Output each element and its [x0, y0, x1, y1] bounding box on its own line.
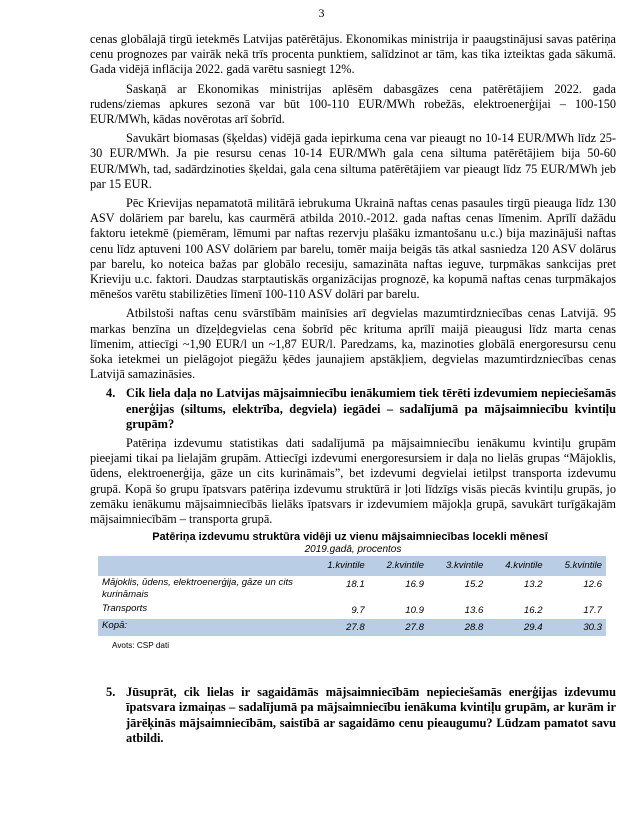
answer-4: Patēriņa izdevumu statistikas dati sadalījumā pa mājsaimniecību ienākumu kvintiļu grupām pieejami tikai pa lielajām grupām. Attiecīgi izdevumi energoresursiem ir daļa no lielās grupas “Mājoklis, ūdens, elektroenerģija, gāze un cits kurināmais”, bet izdevumi degvielai ietilpst transporta izdevumu grupā. Kopā šo grupu īpatsvars patēriņa izdevumu struktūrā ir ļoti līdzīgs visās piecās kvintiļu grupās, jo zemāku ienākumu mājsaimniecībās lielāks īpatsvars ir izdevumiem mājokļa grupā, savukārt turīgākajām mājsaimniecībām – transporta grupā.	[90, 436, 616, 527]
table-header-row	[98, 556, 606, 575]
table-cell: 29.4	[487, 619, 546, 636]
table-cell: 12.6	[583, 578, 602, 590]
question-4	[90, 386, 616, 432]
table-cell: 30.3	[547, 619, 606, 636]
question-5	[90, 685, 616, 746]
column-header: 1.kvintile	[309, 556, 368, 575]
table-cell: 13.2	[523, 578, 543, 590]
question-number: 5.	[106, 685, 116, 700]
table-source: Avots: CSP dati	[112, 640, 170, 650]
table-cell: 18.1	[345, 578, 365, 590]
row-label: Kopā:	[98, 619, 309, 636]
column-header: 5.kvintile	[547, 556, 606, 575]
row-label: Transports	[102, 602, 148, 614]
table-cell: 28.8	[428, 619, 487, 636]
table-row	[98, 602, 606, 619]
table-header-empty	[98, 556, 309, 575]
table-cell: 17.7	[583, 604, 602, 616]
table-cell: 16.9	[405, 578, 424, 590]
paragraph: Saskaņā ar Ekonomikas ministrijas aplēsēm dabasgāzes cena patērētājiem 2022. gada rudens/ziemas apkures sezonā var būt 100-110 EUR/MWh robežās, elektroenerģijai – 100-150 EUR/MWh, kādas novērotas arī šobrīd.	[90, 81, 616, 127]
table-subtitle: 2019.gadā, procentos	[304, 544, 402, 556]
paragraph: Savukārt biomasas (šķeldas) vidējā gada iepirkuma cena var pieaugt no 10-14 EUR/MWh līdz 25-30 EUR/MWh. Ja pie resursu cenas 10-14 EUR/MWh gala cena siltuma patērētājiem bija 50-60 EUR/MWh, tad, sadārdzinoties šķeldai, gala cena siltuma patērētājiem var pieaugt līdz 75 EUR/MWh jeb par 15 EUR.	[90, 131, 616, 191]
page-number: 3	[318, 6, 325, 20]
table-cell: 13.6	[464, 604, 484, 616]
table-row	[98, 576, 606, 602]
question-text: Cik liela daļa no Latvijas mājsaimniecību ienākumiem tiek tērēti izdevumiem nepieciešamās enerģijas (siltums, elektrība, degviela) iegādei – sadalījumā pa mājsaimniecību kvintiļu grupām?	[126, 386, 616, 431]
expenditure-table	[98, 556, 606, 636]
table-cell: 10.9	[405, 604, 424, 616]
table-cell: 27.8	[309, 619, 368, 636]
paragraph: Pēc Krievijas nepamatotā militārā iebrukuma Ukrainā naftas cenas pasaules tirgū pieauga līdz 130 ASV dolāriem par barelu, kas caurmērā atbilda 2010.-2012. gada naftas cenas līmenim. Aprīlī dažādu faktoru ietekmē (piemēram, lēmumi par naftas rezervju plašāku izmantošanu u.c.) bija mazinājuši naftas cenu līdz aptuveni 100 ASV dolāriem par barelu, tomēr maija beigās tās atkal sasniedza 120 ASV dolārus par barelu, ko noteica bažas par globālo recesiju, samazināta naftas ieguve, turpmākas sankcijas pret Krieviju u.c. faktori. Daudzas starptautiskās organizācijas prognozē, ka kopumā naftas cenas turpmākajos mēnešos varētu stabilizēties līmenī 100-110 ASV dolāri par barelu.	[90, 196, 616, 302]
expenditure-table-block	[90, 531, 616, 653]
paragraph: cenas globālajā tirgū ietekmēs Latvijas patērētājus. Ekonomikas ministrija ir paaugstinājusi savas patēriņa cenu prognozes par vairāk nekā trīs procenta punktiem, salīdzinot ar tām, kas tika izteiktas gada sākumā. Gada vidējā inflācija 2022. gadā varētu sasniegt 12%.	[90, 32, 616, 77]
column-header: 2.kvintile	[369, 556, 428, 575]
table-cell: 15.2	[464, 578, 484, 590]
row-label: Mājoklis, ūdens, elektroenerģija, gāze un cits kurināmais	[102, 576, 293, 600]
column-header: 4.kvintile	[487, 556, 546, 575]
table-cell: 9.7	[351, 604, 365, 616]
table-cell: 16.2	[523, 604, 543, 616]
table-title: Patēriņa izdevumu struktūra vidēji uz vienu mājsaimniecības locekli mēnesī	[152, 531, 548, 544]
paragraph: Atbilstoši naftas cenu svārstībām mainīsies arī degvielas mazumtirdzniecības cenas Latvijā. 95 markas benzīna un dīzeļdegvielas cena šobrīd pēc krituma aprīlī maijā pieaugusi līdz marta cenas līmenim, attiecīgi ~1,90 EUR/l un ~1,87 EUR/l. Paredzams, ka, mazinoties globālā energoresursu cenu šoka ietekmei un pielāgojot piegāžu ķēdes jaunajiem apstākļiem, degvielas mazumtirdzniecības cenas Latvijā samazināsies.	[90, 306, 616, 382]
table-cell: 27.8	[369, 619, 428, 636]
document-body	[90, 32, 616, 750]
column-header: 3.kvintile	[428, 556, 487, 575]
question-text: Jūsuprāt, cik lielas ir sagaidāmās mājsaimniecībām nepieciešamās enerģijas izdevumu īpatsvara izmaiņas – sadalījumā pa mājsaimniecību ienākuma kvintiļu grupām, ar kurām ir jārēķinās mājsaimniecībām, saistībā ar sagaidāmo cenu pieaugumu? Lūdzam pamatot savu atbildi.	[126, 685, 616, 745]
table-total-row	[98, 619, 606, 636]
question-number: 4.	[106, 386, 116, 401]
